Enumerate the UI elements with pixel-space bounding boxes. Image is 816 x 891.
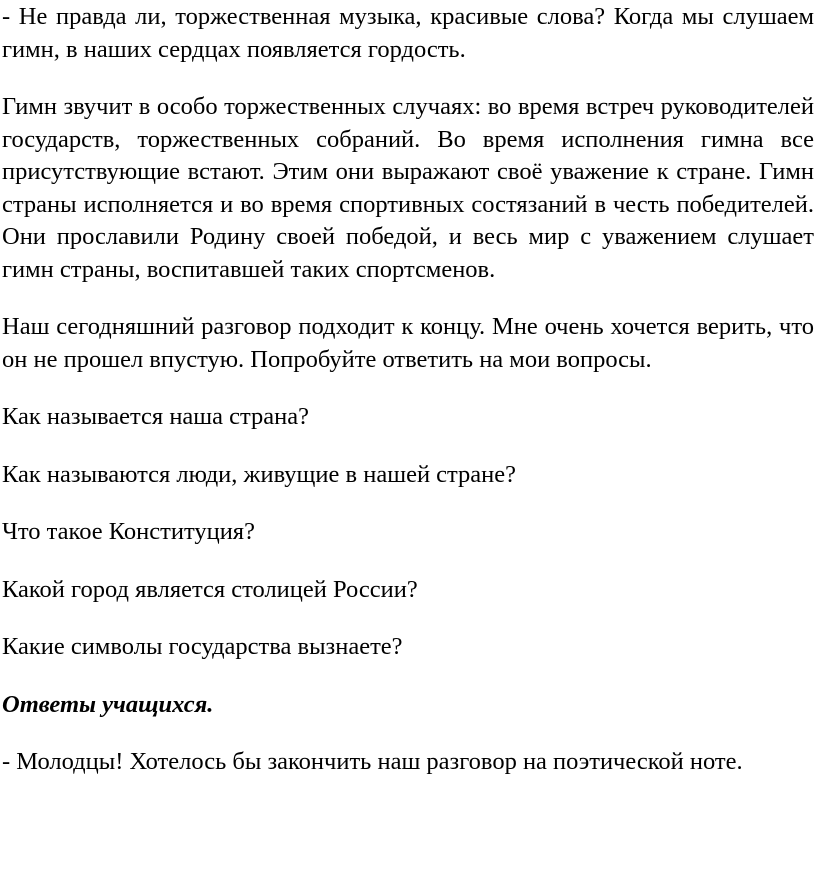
paragraph-conversation-end: Наш сегодняшний разговор подходит к концу. Мне очень хочется верить, что он не прошел впустую. Попробуйте ответить на мои вопросы. [2, 313, 814, 373]
paragraph-anthem-pride: - Не правда ли, торжественная музыка, красивые слова? Когда мы слушаем гимн, в наших сердцах появляется гордость. [2, 3, 814, 63]
question-state-symbols: Какие символы государства вызнаете? [2, 633, 403, 660]
question-constitution: Что такое Конституция? [2, 518, 255, 545]
question-capital: Какой город является столицей России? [2, 575, 418, 603]
paragraph-anthem-occasions: Гимн звучит в особо торжественных случаях: во время встреч руководителей государств, торжественных собраний. Во время исполнения гимна все присутствующие встают. Этим они выражают своё уважение к стране. Гимн страны исполняется и во время спортивных состязаний в честь победителей. Они прославили Родину своей победой, и весь мир с уважением слушает гимн страны, воспитавшей таких спортсменов. [2, 93, 814, 283]
answers-note: Ответы учащихся. [2, 690, 214, 718]
paragraph-closing: - Молодцы! Хотелось бы закончить наш разговор на поэтической ноте. [2, 748, 743, 775]
question-people-name: Как называются люди, живущие в нашей стране? [2, 460, 517, 488]
question-country-name: Как называется наша страна? [2, 403, 310, 430]
